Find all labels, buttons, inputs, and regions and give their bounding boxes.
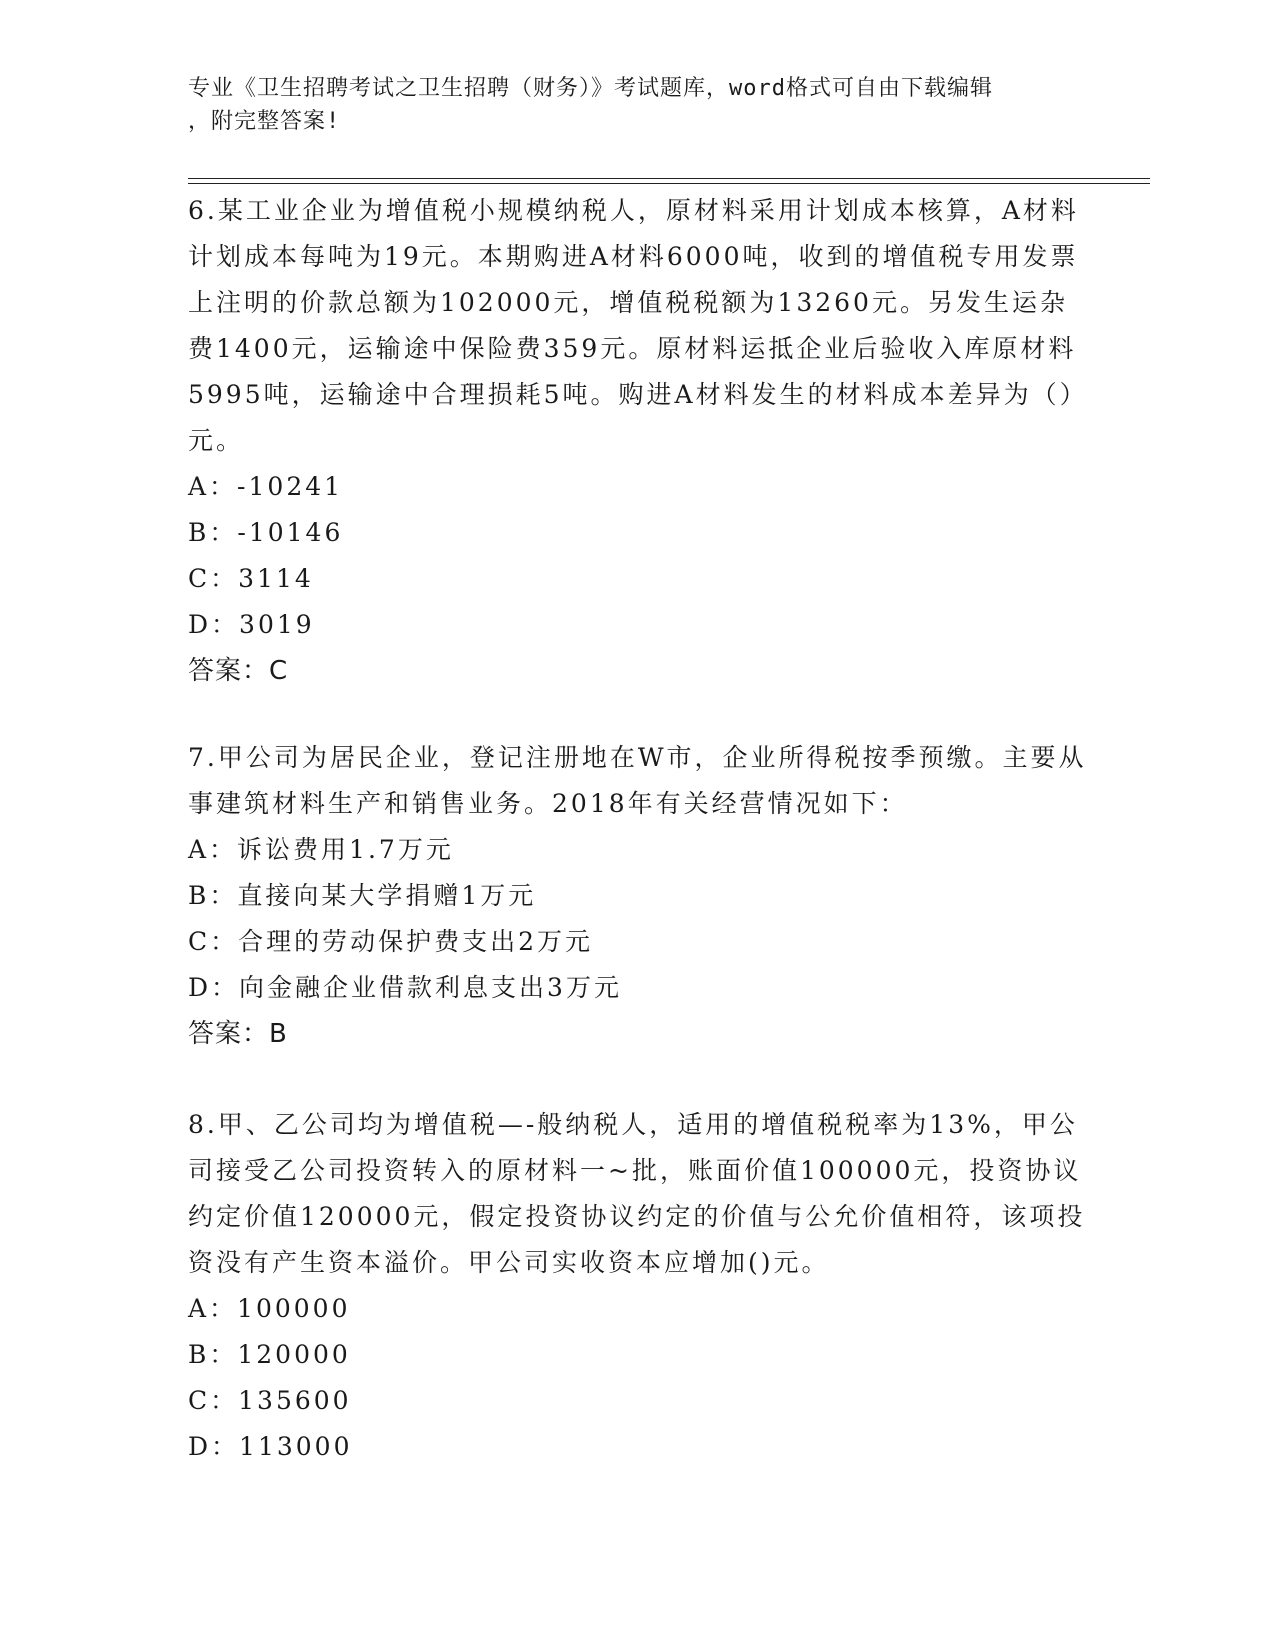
answer-label: 答案：B: [188, 1019, 288, 1049]
option-c: C：3114: [188, 564, 314, 593]
option-b: B：直接向某大学捐赠1万元: [188, 881, 537, 910]
header-line-2: ，附完整答案!: [188, 109, 341, 134]
document-header: [188, 72, 1088, 138]
header-line-1: 专业《卫生招聘考试之卫生招聘（财务）》考试题库，word格式可自由下载编辑: [188, 76, 993, 101]
question-stem: 6.某工业企业为增值税小规模纳税人，原材料采用计划成本核算，A材料计划成本每吨为19元。本期购进A材料6000吨，收到的增值税专用发票上注明的价款总额为102000元，增值税税额为13260元。另发生运杂费1400元，运输途中保险费359元。原材料运抵企业后验收入库原材料5995吨，运输途中合理损耗5吨。购进A材料发生的材料成本差异为（）元。: [188, 196, 1088, 455]
option-c: C：合理的劳动保护费支出2万元: [188, 927, 594, 956]
option-d: D：3019: [188, 610, 315, 639]
question-6: [188, 188, 1088, 694]
option-a: A：诉讼费用1.7万元: [188, 835, 454, 864]
option-a: A：100000: [188, 1294, 351, 1323]
option-d: D：向金融企业借款利息支出3万元: [188, 973, 622, 1002]
option-c: C：135600: [188, 1386, 352, 1415]
question-stem: 7.甲公司为居民企业，登记注册地在W市，企业所得税按季预缴。主要从事建筑材料生产和销售业务。2018年有关经营情况如下：: [188, 743, 1087, 818]
header-divider-bottom: [188, 183, 1150, 184]
option-b: B：120000: [188, 1340, 351, 1369]
header-divider-top: [188, 178, 1150, 179]
answer-label: 答案：C: [188, 656, 289, 686]
option-a: A：-10241: [188, 472, 344, 501]
option-d: D：113000: [188, 1432, 353, 1461]
question-8: [188, 1102, 1088, 1470]
question-stem: 8.甲、乙公司均为增值税—-般纳税人，适用的增值税税率为13%，甲公司接受乙公司投资转入的原材料一~批，账面价值100000元，投资协议约定价值120000元，假定投资协议约定的价值与公允价值相符，该项投资没有产生资本溢价。甲公司实收资本应增加()元。: [188, 1110, 1086, 1277]
question-7: [188, 735, 1088, 1057]
option-b: B：-10146: [188, 518, 344, 547]
